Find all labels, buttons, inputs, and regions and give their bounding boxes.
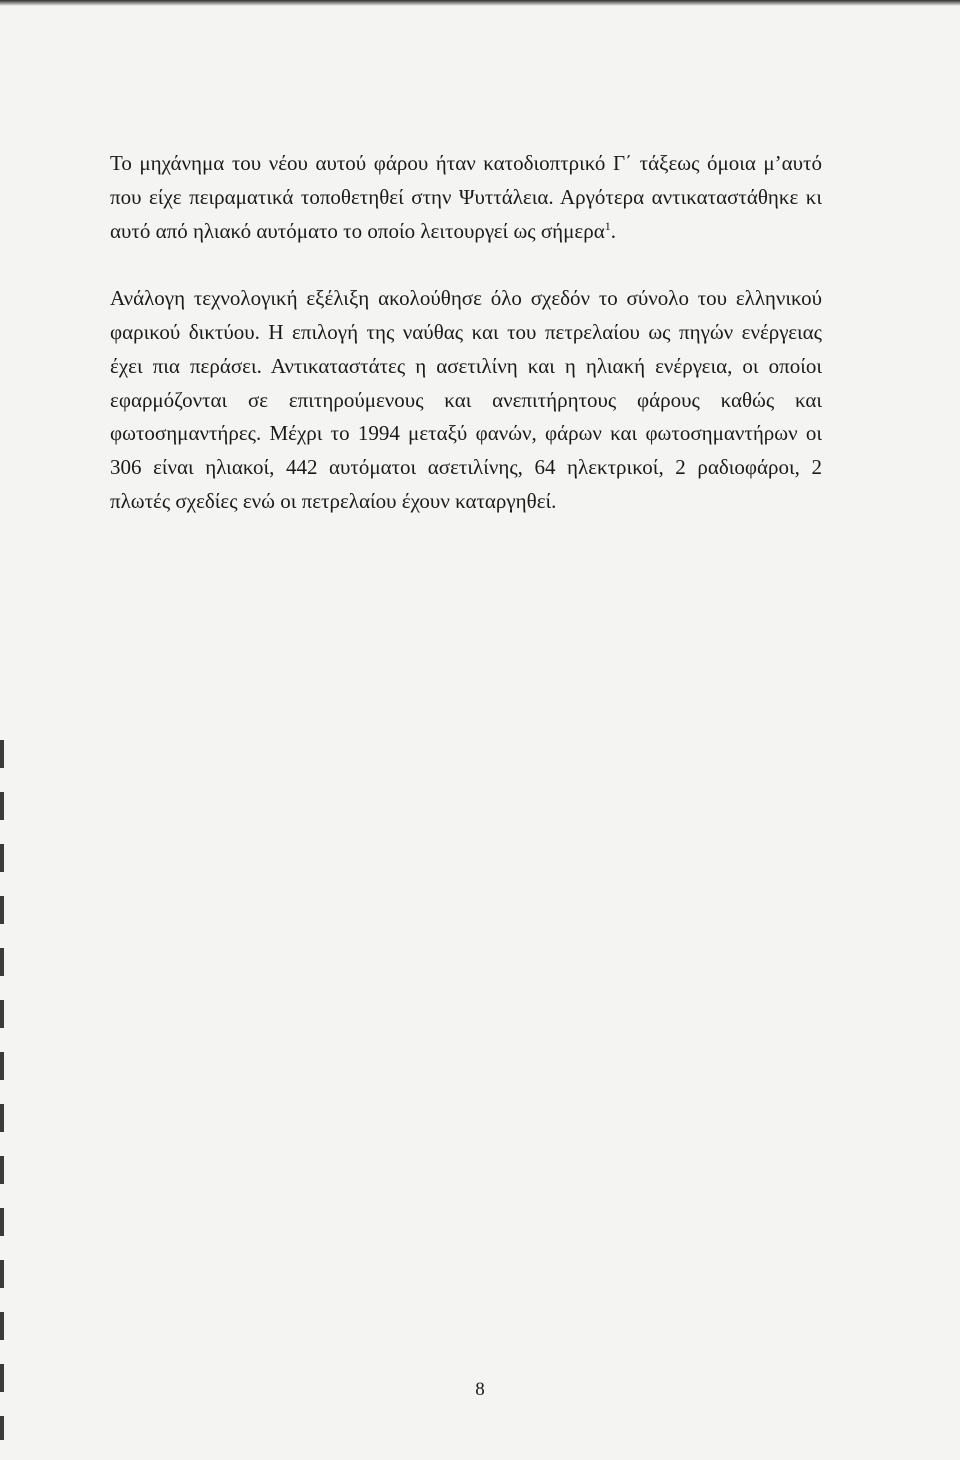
scan-left-edge [0,740,4,1440]
paragraph-1 [110,147,822,248]
footnote-reference: 1 [604,218,611,233]
paragraph-1-end: . [610,218,616,243]
body-text [110,147,822,519]
scan-top-edge [0,0,960,6]
paragraph-1-text: Το μηχάνημα του νέου αυτού φάρου ήταν κατοδιοπτρικό Γ΄ τάξεως όμοια μ’αυτό που είχε πειραματικά τοποθετηθεί στην Ψυττάλεια. Αργότερα αντικαταστάθηκε κι αυτό από ηλιακό αυτόματο το οποίο λειτουργεί ως σήμερα [110,151,822,243]
paragraph-2: Ανάλογη τεχνολογική εξέλιξη ακολούθησε όλο σχεδόν το σύνολο του ελληνικού φαρικού δικτύου. Η επιλογή της ναύθας και του πετρελαίου ως πηγών ενέργειας έχει πια περάσει. Αντικαταστάτες η ασετιλίνη και η ηλιακή ενέργεια, οι οποίοι εφαρμόζονται σε επιτηρούμενους και ανεπιτήρητους φάρους καθώς και φωτοσημαντήρες. Μέχρι το 1994 μεταξύ φανών, φάρων και φωτοσημαντήρων οι 306 είναι ηλιακοί, 442 αυτόματοι ασετιλίνης, 64 ηλεκτρικοί, 2 ραδιοφάροι, 2 πλωτές σχεδίες ενώ οι πετρελαίου έχουν καταργηθεί. [110,286,822,513]
page-number: 8 [475,1379,485,1400]
